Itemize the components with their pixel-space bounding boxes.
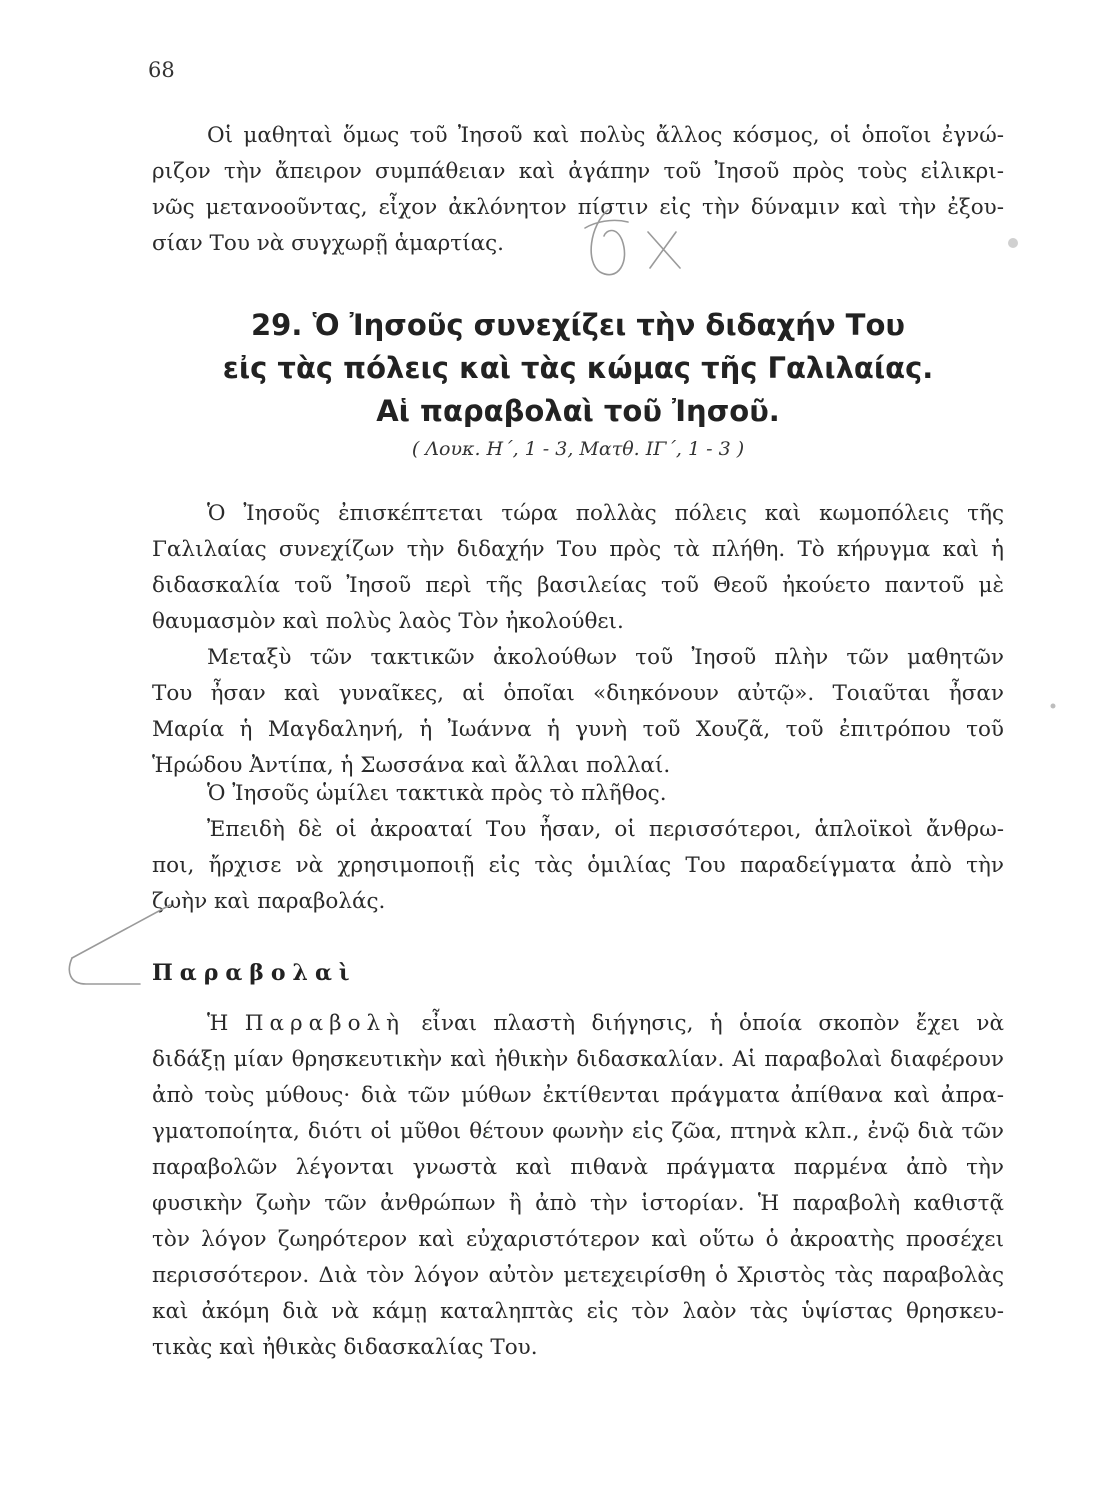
text-line: περισσότερον. Διὰ τὸν λόγον αὐτὸν μετεχειρίσθη ὁ Χριστὸς τὰς παραβολὰς [152,1263,1004,1288]
text-line: παραβολῶν λέγονται γνωστὰ καὶ πιθανὰ πράγματα παρμένα ἀπὸ τὴν [152,1155,1004,1180]
text-line: ἀπὸ τοὺς μύθους· διὰ τῶν μύθων ἐκτίθενται πράγματα ἀπίθανα καὶ ἀπρα- [152,1083,1004,1108]
text-line: διδασκαλία τοῦ Ἰησοῦ περὶ τῆς βασιλείας τοῦ Θεοῦ ἠκούετο παντοῦ μὲ [152,573,1004,598]
text-line: Ἐπειδὴ δὲ οἱ ἀκροαταί Του ἦσαν, οἱ περισσότεροι, ἁπλοϊκοὶ ἄνθρω- [207,817,1004,842]
heading-line: εἰς τὰς πόλεις καὶ τὰς κώμας τῆς Γαλιλαίας. [222,351,934,385]
text-line: Ὁ Ἰησοῦς ὡμίλει τακτικὰ πρὸς τὸ πλῆθος. [207,781,667,806]
text-line: Μαρία ἡ Μαγδαληνή, ἡ Ἰωάννα ἡ γυνὴ τοῦ Χουζᾶ, τοῦ ἐπιτρόπου τοῦ [152,717,1004,742]
text-line: ποι, ἤρχισε νὰ χρησιμοποιῇ εἰς τὰς ὁμιλίας Του παραδείγματα ἀπὸ τὴν [152,853,1004,878]
heading-line: 29. Ὁ Ἰησοῦς συνεχίζει τὴν διδαχήν Του [251,308,905,342]
scripture-reference: ( Λουκ. Η΄, 1 - 3, Ματθ. ΙΓ΄, 1 - 3 ) [411,438,745,460]
text-line: τὸν λόγον ζωηρότερον καὶ εὐχαριστότερον καὶ οὕτω ὁ ἀκροατὴς προσέχει [152,1227,1004,1252]
text-line: τικὰς καὶ ἠθικὰς διδασκαλίας Του. [152,1335,538,1360]
heading-line: Αἱ παραβολαὶ τοῦ Ἰησοῦ. [376,394,780,428]
pencil-margin-line-mark [72,905,170,958]
pencil-scribble-mark [585,220,628,228]
page-number: 68 [148,58,175,82]
ink-dot-mark [1051,704,1056,709]
text-line: θαυμασμὸν καὶ πολὺς λαὸς Τὸν ἠκολούθει. [152,609,624,634]
text-line: σίαν Του νὰ συγχωρῇ ἁμαρτίας. [152,231,505,256]
text-line: Του ἦσαν καὶ γυναῖκες, αἱ ὁποῖαι «διηκόνουν αὐτῷ». Τοιαῦται ἦσαν [152,681,1004,706]
text-line: γματοποίητα, διότι οἱ μῦθοι θέτουν φωνὴν εἰς ζῶα, πτηνὰ κλπ., ἐνῷ διὰ τῶν [152,1119,1004,1144]
text-line: φυσικὴν ζωὴν τῶν ἀνθρώπων ἢ ἀπὸ τὴν ἱστορίαν. Ἡ παραβολὴ καθιστᾷ [152,1191,1004,1216]
pencil-x-mark [648,232,680,268]
text-line: ριζον τὴν ἄπειρον συμπάθειαν καὶ ἀγάπην τοῦ Ἰησοῦ πρὸς τοὺς εἰλικρι- [152,159,1004,184]
parable-term: Παραβολὴ [244,1011,406,1036]
text-line: διδάξῃ μίαν θρησκευτικὴν καὶ ἠθικὴν διδασκαλίαν. Αἱ παραβολαὶ διαφέρουν [152,1047,1004,1072]
ink-dot-mark [1008,238,1018,248]
pencil-bracket-mark [69,958,140,984]
parables-subheading: Παραβολαὶ [152,960,357,986]
lead-article: Ἡ [207,1011,229,1036]
pencil-scribble-mark [591,210,624,275]
text-line: Μεταξὺ τῶν τακτικῶν ἀκολούθων τοῦ Ἰησοῦ πλὴν τῶν μαθητῶν [207,645,1004,670]
text-line: νῶς μετανοοῦντας, εἶχον ἀκλόνητον πίστιν εἰς τὴν δύναμιν καὶ τὴν ἐξου- [152,195,1004,220]
text-line: Γαλιλαίας συνεχίζων τὴν διδαχήν Του πρὸς τὰ πλήθη. Τὸ κήρυγμα καὶ ἡ [152,537,1004,562]
line-rest: εἶναι πλαστὴ διήγησις, ἡ ὁποία σκοπὸν ἔχει νὰ [421,1011,1004,1036]
text-line: Οἱ μαθηταὶ ὅμως τοῦ Ἰησοῦ καὶ πολὺς ἄλλος κόσμος, οἱ ὁποῖοι ἐγνώ- [207,123,1004,148]
text-line: ζωὴν καὶ παραβολάς. [152,889,386,914]
text-line: Ὁ Ἰησοῦς ἐπισκέπτεται τώρα πολλὰς πόλεις καὶ κωμοπόλεις τῆς [207,501,1004,526]
text-line: καὶ ἀκόμη διὰ νὰ κάμῃ καταληπτὰς εἰς τὸν λαὸν τὰς ὑψίστας θρησκευ- [152,1299,1004,1324]
text-line: Ἡρώδου Ἀντίπα, ἡ Σωσσάνα καὶ ἄλλαι πολλαί. [152,753,671,778]
